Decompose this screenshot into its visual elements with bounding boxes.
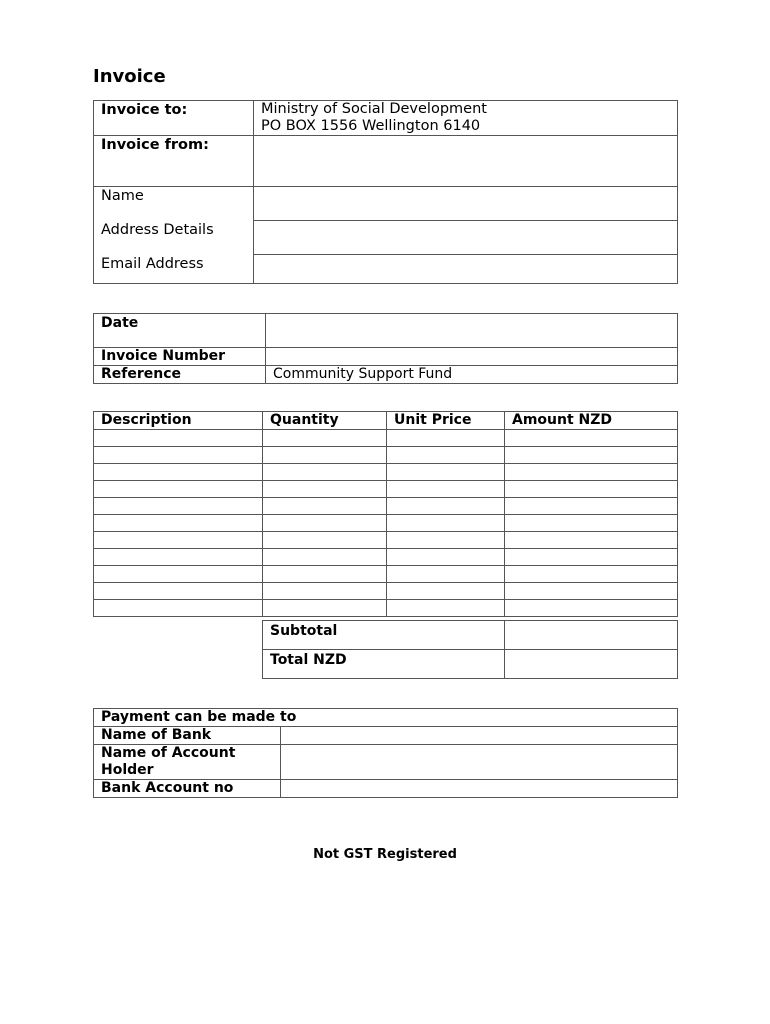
unit-price-cell[interactable] xyxy=(387,447,505,464)
amount-cell[interactable] xyxy=(505,447,678,464)
description-cell[interactable] xyxy=(94,549,263,566)
invoice-number-value[interactable] xyxy=(266,348,678,366)
account-number-label: Bank Account no xyxy=(94,780,281,798)
line-items-table xyxy=(93,411,678,617)
amount-cell[interactable] xyxy=(505,515,678,532)
description-header: Description xyxy=(94,412,263,430)
description-cell[interactable] xyxy=(94,498,263,515)
table-row xyxy=(94,498,678,515)
invoice-from-label: Invoice from: xyxy=(94,136,254,187)
subtotal-label: Subtotal xyxy=(263,621,505,650)
gst-note: Not GST Registered xyxy=(313,847,457,862)
description-cell[interactable] xyxy=(94,566,263,583)
subtotal-value[interactable] xyxy=(505,621,678,650)
description-cell[interactable] xyxy=(94,481,263,498)
invoice-to-label: Invoice to: xyxy=(94,101,254,136)
amount-cell[interactable] xyxy=(505,532,678,549)
email-label: Email Address xyxy=(101,256,204,272)
date-value[interactable] xyxy=(266,314,678,348)
unit-price-cell[interactable] xyxy=(387,430,505,447)
quantity-cell[interactable] xyxy=(263,481,387,498)
table-row xyxy=(94,515,678,532)
payment-heading: Payment can be made to xyxy=(94,709,678,727)
total-value[interactable] xyxy=(505,650,678,679)
table-row xyxy=(94,430,678,447)
table-row xyxy=(94,566,678,583)
table-row xyxy=(94,447,678,464)
table-row xyxy=(94,481,678,498)
amount-cell[interactable] xyxy=(505,481,678,498)
table-row xyxy=(94,532,678,549)
unit-price-cell[interactable] xyxy=(387,515,505,532)
unit-price-cell[interactable] xyxy=(387,498,505,515)
amount-header: Amount NZD xyxy=(505,412,678,430)
quantity-cell[interactable] xyxy=(263,430,387,447)
sender-labels xyxy=(94,187,254,284)
address-value[interactable] xyxy=(254,221,678,255)
quantity-cell[interactable] xyxy=(263,532,387,549)
description-cell[interactable] xyxy=(94,430,263,447)
account-number-value[interactable] xyxy=(281,780,678,798)
page-title: Invoice xyxy=(93,66,166,87)
amount-cell[interactable] xyxy=(505,583,678,600)
quantity-cell[interactable] xyxy=(263,498,387,515)
amount-cell[interactable] xyxy=(505,566,678,583)
name-value[interactable] xyxy=(254,187,678,221)
bank-name-value[interactable] xyxy=(281,727,678,745)
total-label: Total NZD xyxy=(263,650,505,679)
account-holder-value[interactable] xyxy=(281,745,678,780)
unit-price-cell[interactable] xyxy=(387,464,505,481)
table-row xyxy=(94,600,678,617)
quantity-header: Quantity xyxy=(263,412,387,430)
account-holder-label xyxy=(94,745,281,780)
amount-cell[interactable] xyxy=(505,549,678,566)
quantity-cell[interactable] xyxy=(263,583,387,600)
unit-price-cell[interactable] xyxy=(387,566,505,583)
description-cell[interactable] xyxy=(94,515,263,532)
description-cell[interactable] xyxy=(94,464,263,481)
quantity-cell[interactable] xyxy=(263,549,387,566)
account-holder-label-line1: Name of Account xyxy=(101,745,236,761)
quantity-cell[interactable] xyxy=(263,600,387,617)
reference-label: Reference xyxy=(94,366,266,384)
bank-name-label: Name of Bank xyxy=(94,727,281,745)
reference-value: Community Support Fund xyxy=(266,366,678,384)
quantity-cell[interactable] xyxy=(263,515,387,532)
description-cell[interactable] xyxy=(94,447,263,464)
table-row xyxy=(94,549,678,566)
amount-cell[interactable] xyxy=(505,600,678,617)
unit-price-cell[interactable] xyxy=(387,481,505,498)
address-label: Address Details xyxy=(101,222,214,238)
invoice-to-line1: Ministry of Social Development xyxy=(261,101,487,117)
invoice-to-line2: PO BOX 1556 Wellington 6140 xyxy=(261,118,481,134)
description-cell[interactable] xyxy=(94,532,263,549)
unit-price-cell[interactable] xyxy=(387,583,505,600)
account-holder-label-line2: Holder xyxy=(101,762,154,778)
invoice-meta-table xyxy=(93,313,678,384)
quantity-cell[interactable] xyxy=(263,566,387,583)
table-row xyxy=(94,583,678,600)
unit-price-cell[interactable] xyxy=(387,549,505,566)
amount-cell[interactable] xyxy=(505,464,678,481)
unit-price-header: Unit Price xyxy=(387,412,505,430)
table-row xyxy=(94,464,678,481)
email-value[interactable] xyxy=(254,255,678,284)
invoice-number-label: Invoice Number xyxy=(94,348,266,366)
parties-table xyxy=(93,100,678,284)
amount-cell[interactable] xyxy=(505,430,678,447)
description-cell[interactable] xyxy=(94,583,263,600)
invoice-from-value[interactable] xyxy=(254,136,678,187)
name-label: Name xyxy=(101,188,144,204)
quantity-cell[interactable] xyxy=(263,447,387,464)
payment-table xyxy=(93,708,678,798)
description-cell[interactable] xyxy=(94,600,263,617)
quantity-cell[interactable] xyxy=(263,464,387,481)
date-label: Date xyxy=(94,314,266,348)
unit-price-cell[interactable] xyxy=(387,532,505,549)
amount-cell[interactable] xyxy=(505,498,678,515)
unit-price-cell[interactable] xyxy=(387,600,505,617)
totals-table xyxy=(262,620,678,679)
invoice-to-value xyxy=(254,101,678,136)
